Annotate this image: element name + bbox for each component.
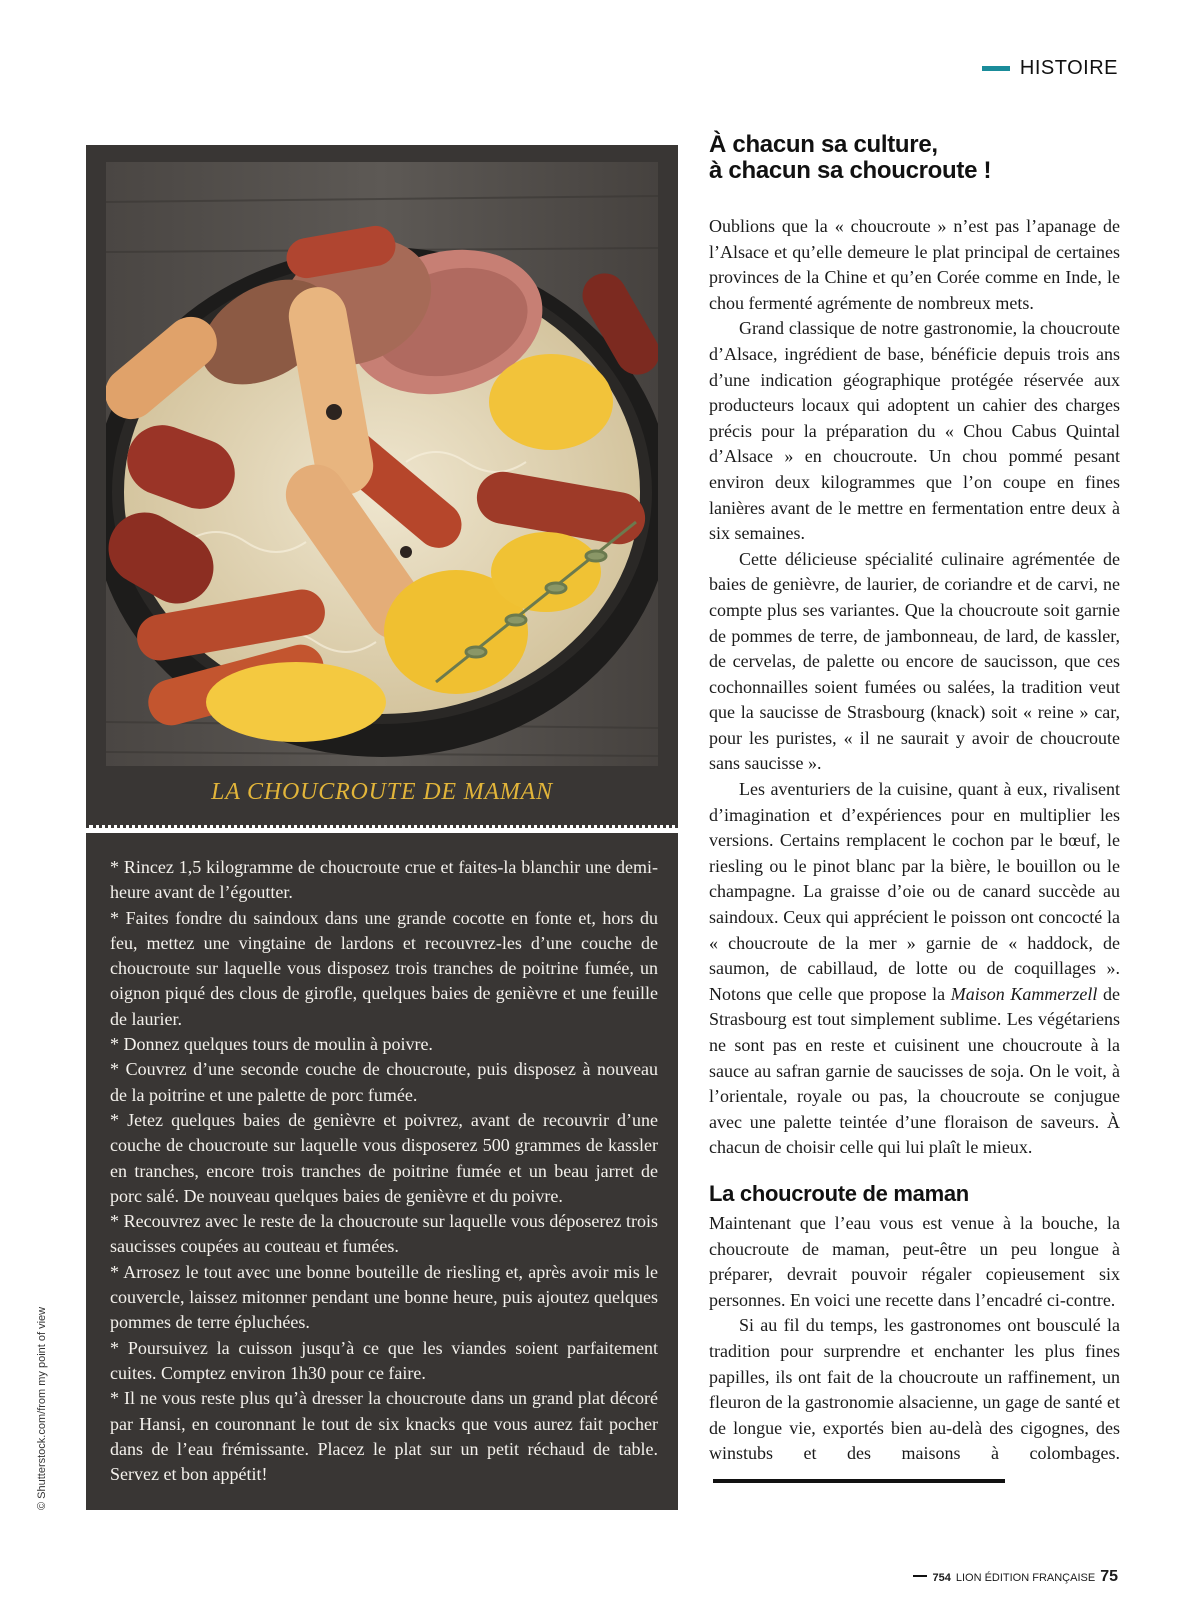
- paragraph-3: Cette délicieuse spécialité culinaire agrémentée de baies de genièvre, de laurier, de coriandre et de carvi, ne compte plus ses variantes. Que la choucroute soit garnie de pommes de terre, de jambonneau, de lard, de kassler, de cervelas, de palette ou encore de saucisson, que ces cochonnailles soient fumées ou salées, la tradition veut que la saucisse de Strasbourg (knack) soit « reine » car, pour les puristes, « il ne saurait y avoir de choucroute sans saucisse ».: [709, 548, 1120, 774]
- headline-line-1: À chacun sa culture,: [709, 131, 938, 158]
- paragraph-4-end: de Strasbourg est tout simplement sublime. Les végétariens ne sont pas en reste et cuisinent une choucroute à la sauce au safran garnie de saucisses de soja. On le voit, à l’orientale, royale ou pas, la choucroute se conjugue avec une palette teintée d’une floraison de saveurs. À chacun de choisir celle qui lui plaît le mieux.: [709, 983, 1120, 1158]
- dotted-divider: [86, 825, 678, 828]
- page-footer: [913, 1568, 1118, 1586]
- photo-credit: © Shutterstock.com/from my point of view: [36, 1306, 48, 1510]
- end-rule: [713, 1479, 1005, 1483]
- recipe-step: * Faites fondre du saindoux dans une grande cocotte en fonte et, hors du feu, mettez une vingtaine de lardons et recouvrez-les d’une couche de choucroute sur laquelle vous disposez trois tranches de poitrine fumée, un oignon piqué des clous de girofle, quelques baies de genièvre et une feuille de laurier.: [110, 907, 658, 1029]
- page-number: 75: [1100, 1568, 1118, 1585]
- paragraph-1: Oublions que la « choucroute » n’est pas l’apanage de l’Alsace et qu’elle demeure le plat principal de certaines provinces de la Chine et qu’en Corée comme en Inde, le chou fermenté agrémente de nombreux mets.: [709, 216, 1120, 313]
- issue-number: 754: [932, 1572, 951, 1584]
- publication-name: LION ÉDITION FRANÇAISE: [955, 1572, 1096, 1584]
- article-subhead: La choucroute de maman: [709, 1180, 969, 1206]
- headline-line-2: à chacun sa choucroute !: [709, 157, 992, 184]
- paragraph-5: Maintenant que l’eau vous est venue à la bouche, la choucroute de maman, peut-être un peu longue à préparer, devrait pouvoir régaler copieusement six personnes. En voici une recette dans l’encadré ci-contre.: [709, 1212, 1120, 1310]
- recipe-step: * Donnez quelques tours de moulin à poivre.: [110, 1034, 433, 1055]
- choucroute-photo: [106, 162, 658, 766]
- recipe-step: * Rincez 1,5 kilogramme de choucroute crue et faites-la blanchir une demi-heure avant de l’égoutter.: [110, 857, 658, 903]
- recipe-step: * Couvrez d’une seconde couche de choucroute, puis disposez à nouveau de la poitrine et une palette de porc fumée.: [110, 1059, 658, 1105]
- recipe-box-title: LA CHOUCROUTE DE MAMAN: [211, 779, 553, 805]
- article-body: [709, 214, 1120, 1493]
- article-column: [709, 132, 1120, 1493]
- recipe-box: [86, 145, 678, 1510]
- recipe-step: * Arrosez le tout avec une bonne bouteille de riesling et, après avoir mis le couvercle, laissez mitonner pendant une bonne heure, puis ajoutez quelques pommes de terre épluchées.: [110, 1261, 658, 1333]
- paragraph-4-start: Les aventuriers de la cuisine, quant à eux, rivalisent d’imagination et d’expériences pour en multiplier les versions. Certains remplacent le cochon par le bœuf, le riesling ou le pinot blanc par la bière, le bouillon ou le champagne. La graisse d’oie ou de canard succède au saindoux. Ceux qui apprécient le poisson ont concocté la « choucroute de la mer » garnie de « haddock, de saumon, de cabillaud, de lotte ou de coquillages ». Notons que celle que propose la: [709, 779, 1120, 1004]
- paragraph-2: Grand classique de notre gastronomie, la choucroute d’Alsace, ingrédient de base, bénéficie depuis trois ans d’une indication géographique protégée réservée aux producteurs locaux qui adoptent un cahier des charges précis pour la préparation du « Chou Cabus Quintal d’Alsace » en choucroute. Un chou pommé pesant environ deux kilogrammes que l’on coupe en fines lanières avant de le mettre en fermentation entre deux à six semaines.: [709, 318, 1120, 544]
- paragraph-6-text: Si au fil du temps, les gastronomes ont bousculé la tradition pour surprendre et enchanter les plus fines papilles, ils ont fait de la choucroute un raffinement, un fleuron de la gastronomie alsacienne, un gage de santé et de longue vie, exportés bien au-delà des cigognes, des winstubs et des maisons à colombages.: [709, 1315, 1120, 1464]
- recipe-steps: [110, 855, 658, 1487]
- section-tag: [982, 57, 1118, 80]
- section-accent-bar: [982, 66, 1010, 71]
- recipe-step: * Jetez quelques baies de genièvre et poivrez, avant de recouvrir d’une couche de choucroute sur laquelle vous disposerez 500 grammes de kassler en tranches, encore trois tranches de poitrine fumée et un beau jarret de porc salé. De nouveau quelques baies de genièvre et du poivre.: [110, 1109, 658, 1206]
- restaurant-name: Maison Kammerzell: [950, 983, 1098, 1004]
- recipe-step: * Il ne vous reste plus qu’à dresser la choucroute dans un grand plat décoré par Hansi, en couronnant le tout de six knacks que vous aurez fait pocher dans de l’eau frémissante. Placez le plat sur un petit réchaud de table. Servez et bon appétit!: [110, 1388, 658, 1485]
- section-label: HISTOIRE: [1019, 57, 1118, 79]
- recipe-step: * Recouvrez avec le reste de la choucroute sur laquelle vous déposerez trois saucisses coupées au couteau et fumées.: [110, 1211, 658, 1257]
- recipe-step: * Poursuivez la cuisson jusqu’à ce que les viandes soient parfaitement cuites. Comptez environ 1h30 pour ce faire.: [110, 1337, 658, 1383]
- paragraph-6: [709, 1313, 1120, 1492]
- paragraph-4: [709, 777, 1120, 1161]
- article-headline: [709, 132, 1120, 184]
- footer-dash: [913, 1575, 927, 1577]
